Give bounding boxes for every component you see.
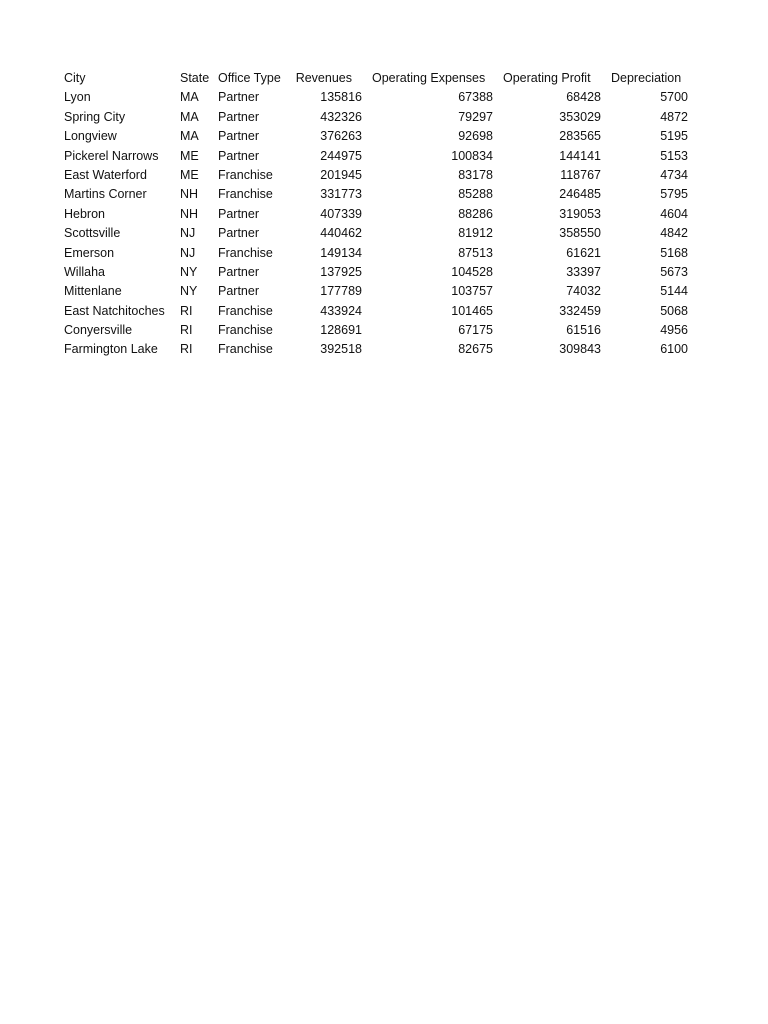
cell-city: Emerson — [64, 245, 115, 260]
cell-depreciation: 4604 — [660, 206, 688, 221]
cell-operating-profit: 358550 — [559, 226, 601, 241]
cell-city: East Natchitoches — [64, 303, 165, 318]
cell-office-type: Franchise — [218, 323, 273, 338]
header-depreciation: Depreciation — [611, 71, 682, 85]
cell-operating-profit: 246485 — [559, 187, 601, 202]
cell-city: Lyon — [64, 90, 91, 105]
cell-depreciation: 5195 — [660, 129, 688, 144]
cell-operating-profit: 309843 — [559, 342, 601, 357]
table-row — [64, 263, 696, 282]
table-row — [64, 127, 696, 146]
cell-revenues: 177789 — [320, 284, 362, 299]
cell-operating-expenses: 100834 — [451, 148, 493, 163]
table-row — [64, 88, 696, 107]
cell-operating-profit: 332459 — [559, 303, 601, 318]
cell-office-type: Franchise — [218, 167, 273, 182]
cell-revenues: 392518 — [320, 342, 362, 357]
cell-revenues: 201945 — [320, 167, 362, 182]
cell-operating-profit: 61516 — [566, 323, 601, 338]
cell-operating-profit: 144141 — [559, 148, 601, 163]
cell-operating-expenses: 82675 — [458, 342, 493, 357]
header-office-type: Office Type — [218, 71, 281, 85]
cell-operating-profit: 33397 — [566, 264, 601, 279]
cell-operating-expenses: 81912 — [458, 226, 493, 241]
cell-state: MA — [180, 109, 199, 124]
cell-state: MA — [180, 90, 199, 105]
header-revenues: Revenues — [295, 71, 352, 85]
cell-operating-expenses: 67388 — [458, 90, 493, 105]
cell-office-type: Franchise — [218, 245, 273, 260]
cell-depreciation: 4734 — [660, 167, 688, 182]
cell-operating-profit: 74032 — [566, 284, 601, 299]
cell-depreciation: 5168 — [660, 245, 688, 260]
cell-revenues: 331773 — [320, 187, 362, 202]
cell-revenues: 137925 — [320, 264, 362, 279]
cell-operating-profit: 118767 — [560, 167, 601, 182]
table-row — [64, 147, 696, 166]
cell-state: MA — [180, 129, 199, 144]
cell-office-type: Franchise — [218, 342, 273, 357]
cell-depreciation: 5673 — [660, 264, 688, 279]
cell-revenues: 432326 — [320, 109, 362, 124]
cell-city: Martins Corner — [64, 187, 147, 202]
cell-revenues: 433924 — [320, 303, 362, 318]
table-header-row — [64, 69, 696, 88]
cell-state: NH — [180, 187, 199, 202]
cell-office-type: Partner — [218, 90, 259, 105]
cell-operating-profit: 283565 — [559, 129, 601, 144]
table-row — [64, 205, 696, 224]
cell-city: Scottsville — [64, 226, 121, 241]
cell-city: Hebron — [64, 206, 105, 221]
cell-city: Pickerel Narrows — [64, 148, 159, 163]
cell-office-type: Franchise — [218, 303, 273, 318]
cell-operating-expenses: 92698 — [458, 129, 493, 144]
cell-state: ME — [180, 148, 199, 163]
cell-revenues: 149134 — [320, 245, 362, 260]
cell-revenues: 128691 — [320, 323, 362, 338]
cell-state: RI — [180, 303, 193, 318]
cell-operating-profit: 68428 — [566, 90, 601, 105]
cell-depreciation: 4956 — [660, 323, 688, 338]
cell-office-type: Franchise — [218, 187, 273, 202]
cell-state: RI — [180, 342, 193, 357]
cell-revenues: 407339 — [320, 206, 362, 221]
cell-state: NY — [180, 264, 198, 279]
cell-city: Spring City — [64, 109, 126, 124]
cell-depreciation: 5144 — [660, 284, 688, 299]
cell-depreciation: 4842 — [660, 226, 688, 241]
cell-city: Willaha — [64, 264, 105, 279]
cell-state: NH — [180, 206, 199, 221]
table-row — [64, 282, 696, 301]
cell-revenues: 376263 — [320, 129, 362, 144]
cell-operating-expenses: 83178 — [458, 167, 493, 182]
table-row — [64, 108, 696, 127]
cell-city: Longview — [64, 129, 117, 144]
cell-depreciation: 5700 — [660, 90, 688, 105]
cell-operating-expenses: 85288 — [458, 187, 493, 202]
cell-operating-expenses: 88286 — [458, 206, 493, 221]
cell-revenues: 440462 — [320, 226, 362, 241]
cell-depreciation: 4872 — [660, 109, 688, 124]
cell-depreciation: 5153 — [660, 148, 688, 163]
table-row — [64, 166, 696, 185]
header-state: State — [180, 71, 210, 85]
cell-state: NY — [180, 284, 198, 299]
table-row — [64, 340, 696, 359]
table-row — [64, 224, 696, 243]
cell-revenues: 244975 — [320, 148, 362, 163]
cell-operating-expenses: 101465 — [451, 303, 493, 318]
cell-operating-expenses: 67175 — [458, 323, 493, 338]
cell-operating-expenses: 87513 — [458, 245, 493, 260]
cell-city: Conyersville — [64, 323, 133, 338]
cell-office-type: Partner — [218, 129, 259, 144]
cell-office-type: Partner — [218, 264, 259, 279]
table-row — [64, 321, 696, 340]
cell-depreciation: 5068 — [660, 303, 688, 318]
cell-office-type: Partner — [218, 284, 259, 299]
table-row — [64, 302, 696, 321]
cell-operating-profit: 61621 — [566, 245, 601, 260]
cell-operating-expenses: 104528 — [451, 264, 493, 279]
cell-operating-expenses: 79297 — [458, 109, 493, 124]
table-row — [64, 185, 696, 204]
cell-state: NJ — [180, 226, 196, 241]
cell-city: Mittenlane — [64, 284, 122, 299]
cell-office-type: Partner — [218, 206, 259, 221]
header-operating-expenses: Operating Expenses — [372, 71, 486, 85]
cell-city: East Waterford — [64, 167, 147, 182]
cell-state: RI — [180, 323, 193, 338]
cell-office-type: Partner — [218, 148, 259, 163]
cell-depreciation: 6100 — [660, 342, 688, 357]
cell-state: NJ — [180, 245, 196, 260]
cell-office-type: Partner — [218, 109, 259, 124]
header-city: City — [64, 71, 86, 85]
cell-operating-expenses: 103757 — [451, 284, 493, 299]
cell-depreciation: 5795 — [660, 187, 688, 202]
cell-city: Farmington Lake — [64, 342, 158, 357]
cell-state: ME — [180, 167, 199, 182]
header-operating-profit: Operating Profit — [503, 71, 591, 85]
cell-operating-profit: 353029 — [559, 109, 601, 124]
data-table — [64, 69, 696, 360]
table-row — [64, 244, 696, 263]
cell-office-type: Partner — [218, 226, 259, 241]
cell-revenues: 135816 — [320, 90, 362, 105]
cell-operating-profit: 319053 — [559, 206, 601, 221]
